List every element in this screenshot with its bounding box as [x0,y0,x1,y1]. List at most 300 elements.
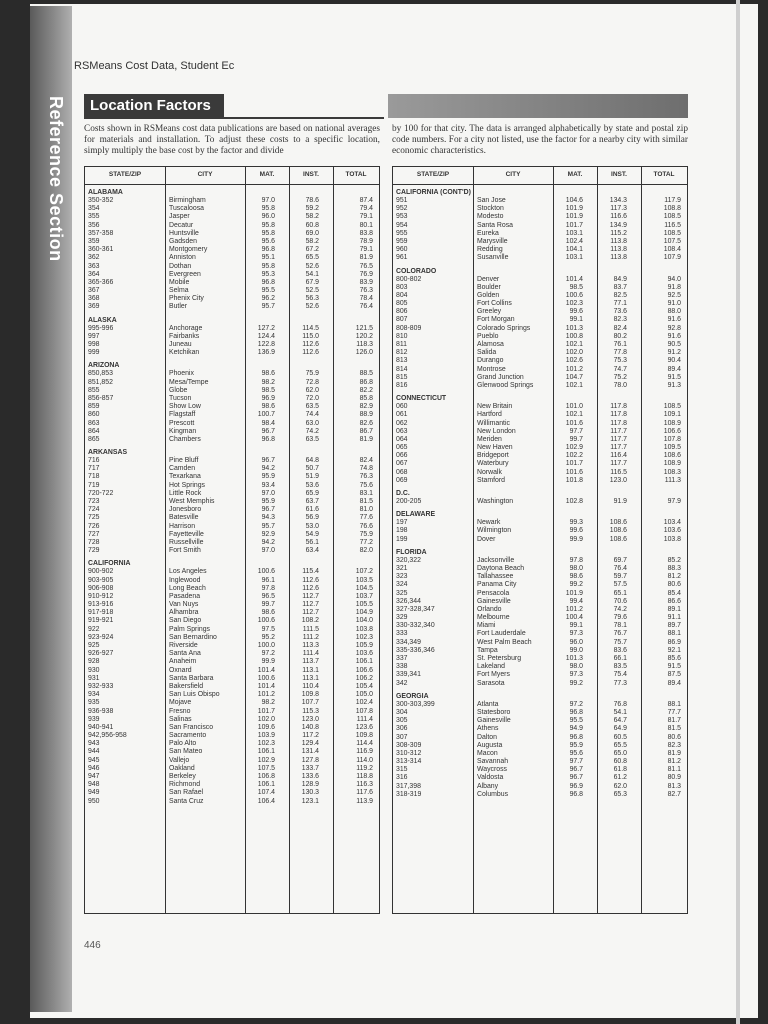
city-cell: Glenwood Springs [477,381,534,389]
total-cell: 91.6 [667,316,681,324]
city-cell: Hartford [477,411,502,419]
inst-cell: 77.8 [613,349,627,357]
mat-cell: 102.2 [565,452,583,460]
total-cell: 90.5 [667,341,681,348]
total-cell: 92.8 [667,324,681,332]
table-row [85,465,379,473]
city-cell: Augusta [477,741,503,749]
table-row [85,213,379,221]
mat-cell: 98.0 [569,663,583,671]
col-state-zip: STATE/ZIP [108,171,142,178]
total-cell: 94.0 [667,275,681,283]
table-row [393,536,687,544]
mat-cell: 99.6 [569,527,583,535]
mat-cell: 101.9 [565,213,583,221]
total-cell: 123.6 [355,723,373,731]
table-row [85,585,379,593]
inst-cell: 58.2 [305,237,319,245]
total-cell: 79.1 [359,213,373,221]
mat-cell: 95.1 [261,254,275,262]
inst-cell: 54.9 [305,530,319,538]
total-cell: 117.9 [664,197,681,204]
table-row [85,634,379,642]
inst-cell: 75.3 [613,357,627,365]
zip-cell: 310-312 [396,749,422,757]
col-inst: INST. [303,171,319,178]
city-cell: Santa Ana [169,650,201,658]
city-cell: Globe [169,386,188,394]
inst-cell: 127.8 [301,756,319,764]
zip-cell: 913-916 [88,601,114,609]
table-row [85,279,379,287]
city-cell: Anaheim [169,658,197,666]
total-cell: 85.2 [667,556,681,564]
inst-cell: 115.3 [302,707,319,715]
mat-cell: 97.2 [261,650,275,658]
mat-cell: 136.9 [257,349,275,357]
table-row [85,577,379,585]
state-heading: ALABAMA [88,189,123,196]
mat-cell: 96.8 [569,708,583,716]
inst-cell: 113.8 [610,254,627,262]
zip-cell: 363 [88,262,100,270]
mat-cell: 106.8 [257,773,275,780]
zip-cell: 306 [396,725,408,733]
city-cell: San Francisco [169,723,214,731]
inst-cell: 91.9 [613,498,627,505]
inst-cell: 52.5 [305,287,319,295]
table-row [85,295,379,303]
total-cell: 89.4 [667,679,681,687]
mat-cell: 96.9 [261,394,275,402]
total-cell: 78.9 [359,237,373,245]
inst-cell: 60.5 [613,733,627,741]
table-row [85,490,379,498]
mat-cell: 102.0 [565,349,583,357]
inst-cell: 54.1 [613,708,627,716]
table-row [85,601,379,609]
zip-cell: 948 [88,781,100,789]
total-cell: 81.2 [667,758,681,766]
mat-cell: 95.7 [261,303,275,311]
inst-cell: 112.6 [302,584,319,592]
table-row [85,683,379,691]
total-cell: 82.7 [667,790,681,798]
zip-cell: 960 [396,246,408,254]
total-cell: 117.6 [356,789,373,797]
total-cell: 76.4 [359,303,373,311]
total-cell: 85.6 [667,655,681,662]
city-cell: Gainesville [477,717,511,725]
table-row [393,436,687,444]
total-cell: 97.9 [667,498,681,505]
inst-cell: 59.2 [305,205,319,213]
zip-cell: 728 [88,538,100,546]
city-cell: Oakland [169,764,195,772]
total-cell: 88.9 [359,411,373,419]
table-row [393,316,687,324]
inst-cell: 113.7 [302,658,319,666]
zip-cell: 925 [88,642,100,649]
city-cell: Orlando [477,605,502,613]
zip-cell: 800-802 [396,275,422,283]
inst-cell: 111.4 [302,650,319,658]
state-group [393,395,687,485]
mat-cell: 99.9 [261,658,275,666]
inst-cell: 113.8 [610,246,627,254]
col-city: CITY [505,171,521,178]
inst-cell: 67.2 [305,246,319,254]
mat-cell: 99.0 [569,646,583,654]
zip-cell: 997 [88,332,100,340]
inst-cell: 112.6 [302,341,319,348]
table-row [393,382,687,390]
inst-cell: 134.9 [609,221,627,229]
mat-cell: 96.7 [569,766,583,774]
total-cell: 103.8 [663,535,681,543]
city-cell: New Haven [477,444,513,452]
zip-cell: 935 [88,699,100,707]
inst-cell: 64.8 [305,457,319,465]
total-cell: 92.1 [667,646,681,654]
total-cell: 91.3 [667,381,681,389]
table-body [393,189,687,913]
table-row [85,238,379,246]
state-heading: ARKANSAS [88,449,128,457]
table-row [85,765,379,773]
inst-cell: 57.5 [613,581,627,589]
inst-cell: 59.7 [613,573,627,581]
city-cell: Fort Myers [477,671,510,679]
total-cell: 103.8 [355,625,373,633]
zip-cell: 814 [396,365,408,373]
inst-cell: 76.1 [613,341,627,348]
table-row [393,565,687,573]
zip-cell: 942,956-958 [88,732,127,740]
total-cell: 81.2 [667,573,681,581]
zip-cell: 355 [88,213,100,221]
city-cell: New London [477,427,516,435]
mat-cell: 99.9 [569,535,583,543]
total-cell: 109.1 [663,411,681,419]
inst-cell: 113.3 [302,642,319,649]
inst-cell: 116.6 [610,213,627,221]
state-group [85,317,379,358]
inst-cell: 117.3 [610,205,627,213]
zip-cell: 953 [396,213,408,221]
zip-cell: 851,852 [88,378,113,386]
total-cell: 78.4 [359,295,373,303]
city-cell: Greeley [477,308,502,316]
city-cell: Meriden [477,435,502,443]
city-cell: Palm Springs [169,625,210,633]
table-row [85,197,379,205]
total-cell: 82.3 [667,741,681,749]
inst-cell: 76.8 [613,700,627,708]
city-cell: Long Beach [169,584,206,592]
mat-cell: 98.5 [569,283,583,291]
zip-cell: 812 [396,349,408,357]
table-row [85,349,379,357]
inst-cell: 116.5 [610,468,627,476]
city-cell: Waterbury [477,460,509,468]
total-cell: 81.5 [667,725,681,733]
table-row [85,568,379,576]
city-cell: San Mateo [169,748,203,756]
mat-cell: 95.8 [261,229,275,237]
mat-cell: 109.6 [257,723,275,731]
table-row [393,519,687,527]
mat-cell: 94.2 [261,465,275,473]
total-cell: 83.9 [359,278,373,286]
city-cell: Mojave [169,699,192,707]
mat-cell: 97.0 [261,547,275,555]
table-row [393,590,687,598]
zip-cell: 943 [88,740,100,748]
mat-cell: 96.5 [261,592,275,600]
total-cell: 88.5 [359,370,373,378]
mat-cell: 95.5 [261,287,275,295]
zip-cell: 952 [396,205,408,213]
zip-cell: 910-912 [88,592,114,600]
total-cell: 91.0 [667,300,681,308]
mat-cell: 93.4 [261,481,275,489]
table-row [393,750,687,758]
inst-cell: 75.4 [613,671,627,679]
inst-cell: 77.1 [613,300,627,308]
table-row [85,691,379,699]
mat-cell: 97.3 [569,671,583,679]
table-row [393,630,687,638]
total-cell: 75.6 [359,481,373,489]
zip-cell: 917-918 [88,609,114,617]
city-cell: Santa Cruz [169,797,204,805]
total-cell: 103.7 [355,592,373,600]
zip-cell: 350-352 [88,197,114,204]
total-cell: 92.5 [667,291,681,299]
zip-cell: 723 [88,498,100,505]
table-row [393,308,687,316]
inst-cell: 111.2 [302,633,319,641]
zip-cell: 932-933 [88,682,114,690]
inst-cell: 60.8 [305,221,319,229]
city-cell: Sarasota [477,679,505,687]
zip-cell: 068 [396,468,408,476]
city-cell: Redding [477,246,503,254]
inst-cell: 113.1 [302,674,319,682]
total-cell: 76.9 [359,270,373,278]
city-cell: Flagstaff [169,411,196,419]
table-row [393,292,687,300]
total-cell: 109.8 [355,732,373,740]
table-row [393,573,687,581]
inst-cell: 76.7 [613,630,627,638]
total-cell: 103.4 [663,519,681,527]
total-cell: 108.5 [663,213,681,221]
table-row [393,284,687,292]
table-header [393,167,687,185]
zip-cell: 330-332,340 [396,622,435,630]
zip-cell: 903-905 [88,576,114,584]
table-row [393,460,687,468]
city-cell: Melbourne [477,614,510,622]
zip-cell: 069 [396,476,408,484]
mat-cell: 124.4 [257,332,275,340]
table-row [85,617,379,625]
zip-cell: 954 [396,221,408,229]
table-row [85,773,379,781]
total-cell: 91.6 [667,332,681,340]
mat-cell: 96.0 [261,213,275,221]
zip-cell: 950 [88,797,100,805]
mat-cell: 96.1 [261,576,275,584]
zip-cell: 308-309 [396,741,422,749]
total-cell: 80.1 [359,221,373,229]
state-heading: FLORIDA [396,548,427,556]
col-mat: MAT. [567,171,583,178]
total-cell: 88.3 [667,564,681,572]
city-cell: Savannah [477,758,509,766]
zip-cell: 928 [88,658,100,666]
total-cell: 86.7 [359,427,373,435]
inst-cell: 112.6 [302,349,319,357]
mat-cell: 98.6 [261,609,275,617]
mat-cell: 101.8 [565,476,583,484]
state-heading: DELAWARE [396,511,436,519]
inst-cell: 110.4 [302,682,319,690]
zip-cell: 198 [396,527,408,535]
zip-cell: 940-941 [88,723,114,731]
mat-cell: 101.3 [565,324,583,332]
city-cell: Juneau [169,341,192,348]
mat-cell: 101.4 [257,666,275,674]
zip-cell: 863 [88,419,100,427]
table-row [393,614,687,622]
total-cell: 91.5 [667,663,681,671]
total-cell: 105.9 [355,642,373,649]
total-cell: 74.8 [359,465,373,473]
inst-cell: 65.5 [305,254,319,262]
table-row [85,254,379,262]
zip-cell: 065 [396,444,408,452]
table-row [393,655,687,663]
city-cell: Mesa/Tempe [169,378,209,386]
total-cell: 108.6 [663,452,681,460]
zip-cell: 307 [396,733,408,741]
table-row [393,469,687,477]
total-cell: 102.3 [355,633,373,641]
table-row [393,663,687,671]
total-cell: 91.2 [667,349,681,357]
zip-cell: 326,344 [396,597,421,605]
table-row [85,609,379,617]
zip-cell: 856-857 [88,394,114,402]
mat-cell: 95.5 [569,717,583,725]
city-cell: Durango [477,357,504,365]
table-row [85,748,379,756]
total-cell: 116.5 [664,221,681,229]
total-cell: 81.3 [667,782,681,790]
table-row [393,774,687,782]
inst-cell: 77.3 [613,679,627,687]
table-row [85,506,379,514]
state-heading: CALIFORNIA [88,560,131,568]
city-cell: Alamosa [477,341,504,348]
mat-cell: 97.2 [569,700,583,708]
zip-cell: 064 [396,435,408,443]
total-cell: 108.5 [663,403,681,411]
inst-cell: 131.4 [301,748,319,756]
table-row [393,213,687,221]
mat-cell: 98.0 [569,564,583,572]
city-cell: Phenix City [169,295,204,303]
inst-cell: 82.5 [613,291,627,299]
zip-cell: 365-366 [88,278,114,286]
zip-cell: 906-908 [88,584,114,592]
zip-cell: 333 [396,630,408,638]
mat-cell: 99.7 [569,435,583,443]
table-row [393,325,687,333]
city-cell: Sacramento [169,732,207,740]
total-cell: 107.5 [663,237,681,245]
inst-cell: 52.6 [305,303,319,311]
table-row [393,300,687,308]
inst-cell: 115.2 [610,229,627,237]
total-cell: 106.6 [355,666,373,674]
inst-cell: 76.4 [613,564,627,572]
table-row [85,482,379,490]
city-cell: Miami [477,622,496,630]
table-row [393,411,687,419]
city-cell: Newark [477,519,501,527]
city-cell: Susanville [477,254,509,262]
inst-cell: 117.8 [610,419,627,427]
table-row [393,671,687,679]
mat-cell: 100.6 [257,617,275,625]
table-row [393,581,687,589]
mat-cell: 101.7 [565,460,583,468]
inst-cell: 130.3 [301,789,319,797]
state-group [85,449,379,555]
inst-cell: 107.7 [301,699,319,707]
table-row [85,593,379,601]
mat-cell: 101.4 [257,682,275,690]
inst-cell: 133.7 [301,764,319,772]
location-factor-table-left [84,166,380,914]
mat-cell: 96.0 [569,638,583,646]
total-cell: 76.3 [359,287,373,295]
zip-cell: 724 [88,506,100,514]
mat-cell: 100.8 [565,332,583,340]
zip-cell: 327-328,347 [396,605,435,613]
zip-cell: 321 [396,564,408,572]
city-cell: Chambers [169,435,201,443]
table-row [393,742,687,750]
total-cell: 116.9 [356,748,373,756]
zip-cell: 998 [88,341,100,348]
table-row [85,246,379,254]
mat-cell: 99.1 [569,622,583,630]
inst-cell: 56.1 [305,538,319,546]
mat-cell: 98.6 [261,370,275,378]
inst-cell: 112.7 [302,592,319,600]
zip-cell: 999 [88,349,100,357]
mat-cell: 95.9 [261,498,275,505]
state-group [393,511,687,544]
city-cell: Ketchikan [169,349,200,357]
table-row [85,708,379,716]
table-row [85,395,379,403]
